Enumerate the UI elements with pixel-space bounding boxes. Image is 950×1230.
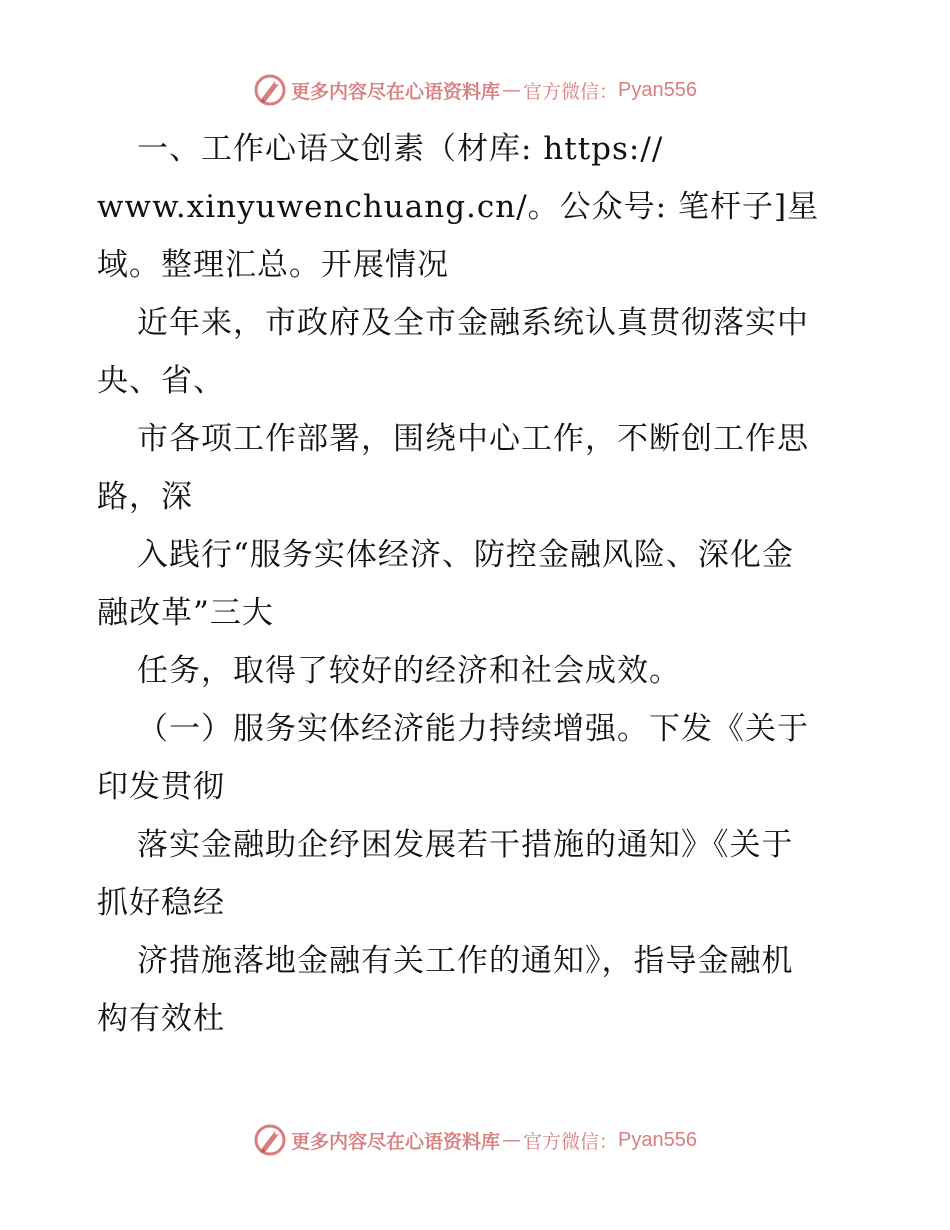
document-line: 央、省、 xyxy=(97,363,225,399)
pen-logo-icon xyxy=(253,73,287,107)
document-line: 抓好稳经 xyxy=(97,885,225,921)
document-line: 入践行“服务实体经济、防控金融风险、深化金 xyxy=(137,537,794,573)
document-line: 一、工作心语文创素（材库: https:// xyxy=(137,131,664,167)
banner-text: 更多内容尽在心语资料库 xyxy=(291,80,501,103)
document-line: 近年来，市政府及全市金融系统认真贯彻落实中 xyxy=(137,305,809,341)
header-watermark-banner xyxy=(0,70,950,110)
document-line: 任务，取得了较好的经济和社会成效。 xyxy=(137,653,681,689)
banner-contact-id: Pyan556 xyxy=(618,1128,697,1151)
pen-logo-icon xyxy=(253,1123,287,1157)
banner-dash: — xyxy=(502,1129,522,1151)
banner-contact-id: Pyan556 xyxy=(618,78,697,101)
document-line: 构有效杜 xyxy=(97,1001,225,1037)
document-line: 济措施落地金融有关工作的通知》，指导金融机 xyxy=(137,943,794,979)
banner-text: 更多内容尽在心语资料库 xyxy=(291,1130,501,1153)
document-line: 市各项工作部署，围绕中心工作，不断创工作思 xyxy=(137,421,809,457)
document-line: 印发贯彻 xyxy=(97,769,225,805)
document-line: www.xinyuwenchuang.cn/。公众号: 笔杆子]星 xyxy=(97,189,820,225)
footer-watermark-banner xyxy=(0,1120,950,1160)
banner-contact-label: 官方微信： xyxy=(523,80,619,103)
document-line: 融改革”三大 xyxy=(97,595,274,631)
document-body xyxy=(97,120,857,1048)
banner-contact-label: 官方微信： xyxy=(523,1130,619,1153)
document-line: 路，深 xyxy=(97,479,193,515)
banner-dash: — xyxy=(502,79,522,101)
document-line: （一）服务实体经济能力持续增强。下发《关于 xyxy=(137,711,809,747)
document-line: 域。整理汇总。开展情况 xyxy=(97,247,449,283)
document-line: 落实金融助企纾困发展若干措施的通知》《关于 xyxy=(137,827,794,863)
